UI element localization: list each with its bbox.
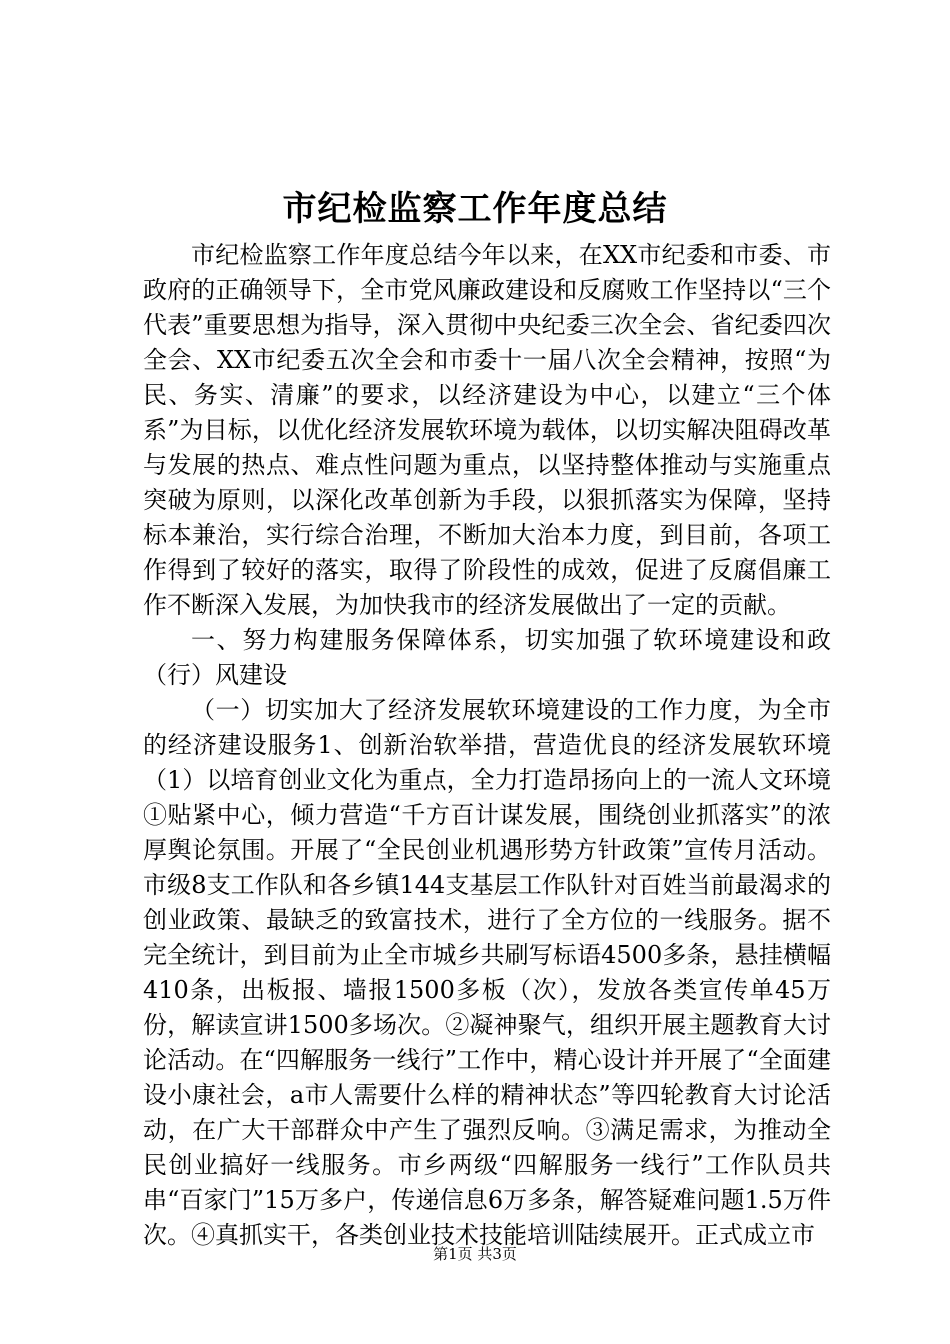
paragraph-section-heading: 一、努力构建服务保障体系，切实加强了软环境建设和政（行）风建设 bbox=[143, 626, 831, 689]
document-body bbox=[143, 238, 831, 1253]
document-title: 市纪检监察工作年度总结 bbox=[282, 189, 668, 229]
paragraph-subsection: （一）切实加大了经济发展软环境建设的工作力度，为全市的经济建设服务1、创新治软举措，营造优良的经济发展软环境（1）以培育创业文化为重点，全力打造昂扬向上的一流人文环境①贴紧中心，倾力营造“千方百计谋发展，围绕创业抓落实”的浓厚舆论氛围。开展了“全民创业机遇形势方针政策”宣传月活动。市级8支工作队和各乡镇144支基层工作队针对百姓当前最渴求的创业政策、最缺乏的致富技术，进行了全方位的一线服务。据不完全统计，到目前为止全市城乡共刷写标语4500多条，悬挂横幅410条，出板报、墙报1500多板（次），发放各类宣传单45万份，解读宣讲1500多场次。②凝神聚气，组织开展主题教育大讨论活动。在“四解服务一线行”工作中，精心设计并开展了“全面建设小康社会，a市人需要什么样的精神状态”等四轮教育大讨论活动，在广大干部群众中产生了强烈反响。③满足需求，为推动全民创业搞好一线服务。市乡两级“四解服务一线行”工作队员共串“百家门”15万多户，传递信息6万多条，解答疑难问题1.5万件次。④真抓实干，各类创业技术技能培训陆续展开。正式成立市 bbox=[143, 696, 831, 1249]
page-number-footer: 第1页 共3页 bbox=[433, 1245, 517, 1263]
paragraph-intro: 市纪检监察工作年度总结今年以来，在XX市纪委和市委、市政府的正确领导下，全市党风廉政建设和反腐败工作坚持以“三个代表”重要思想为指导，深入贯彻中央纪委三次全会、省纪委四次全会、XX市纪委五次全会和市委十一届八次全会精神，按照“为民、务实、清廉”的要求，以经济建设为中心，以建立“三个体系”为目标，以优化经济发展软环境为载体，以切实解决阻碍改革与发展的热点、难点性问题为重点，以坚持整体推动与实施重点突破为原则，以深化改革创新为手段，以狠抓落实为保障，坚持标本兼治，实行综合治理，不断加大治本力度，到目前，各项工作得到了较好的落实，取得了阶段性的成效，促进了反腐倡廉工作不断深入发展，为加快我市的经济发展做出了一定的贡献。 bbox=[143, 241, 831, 619]
